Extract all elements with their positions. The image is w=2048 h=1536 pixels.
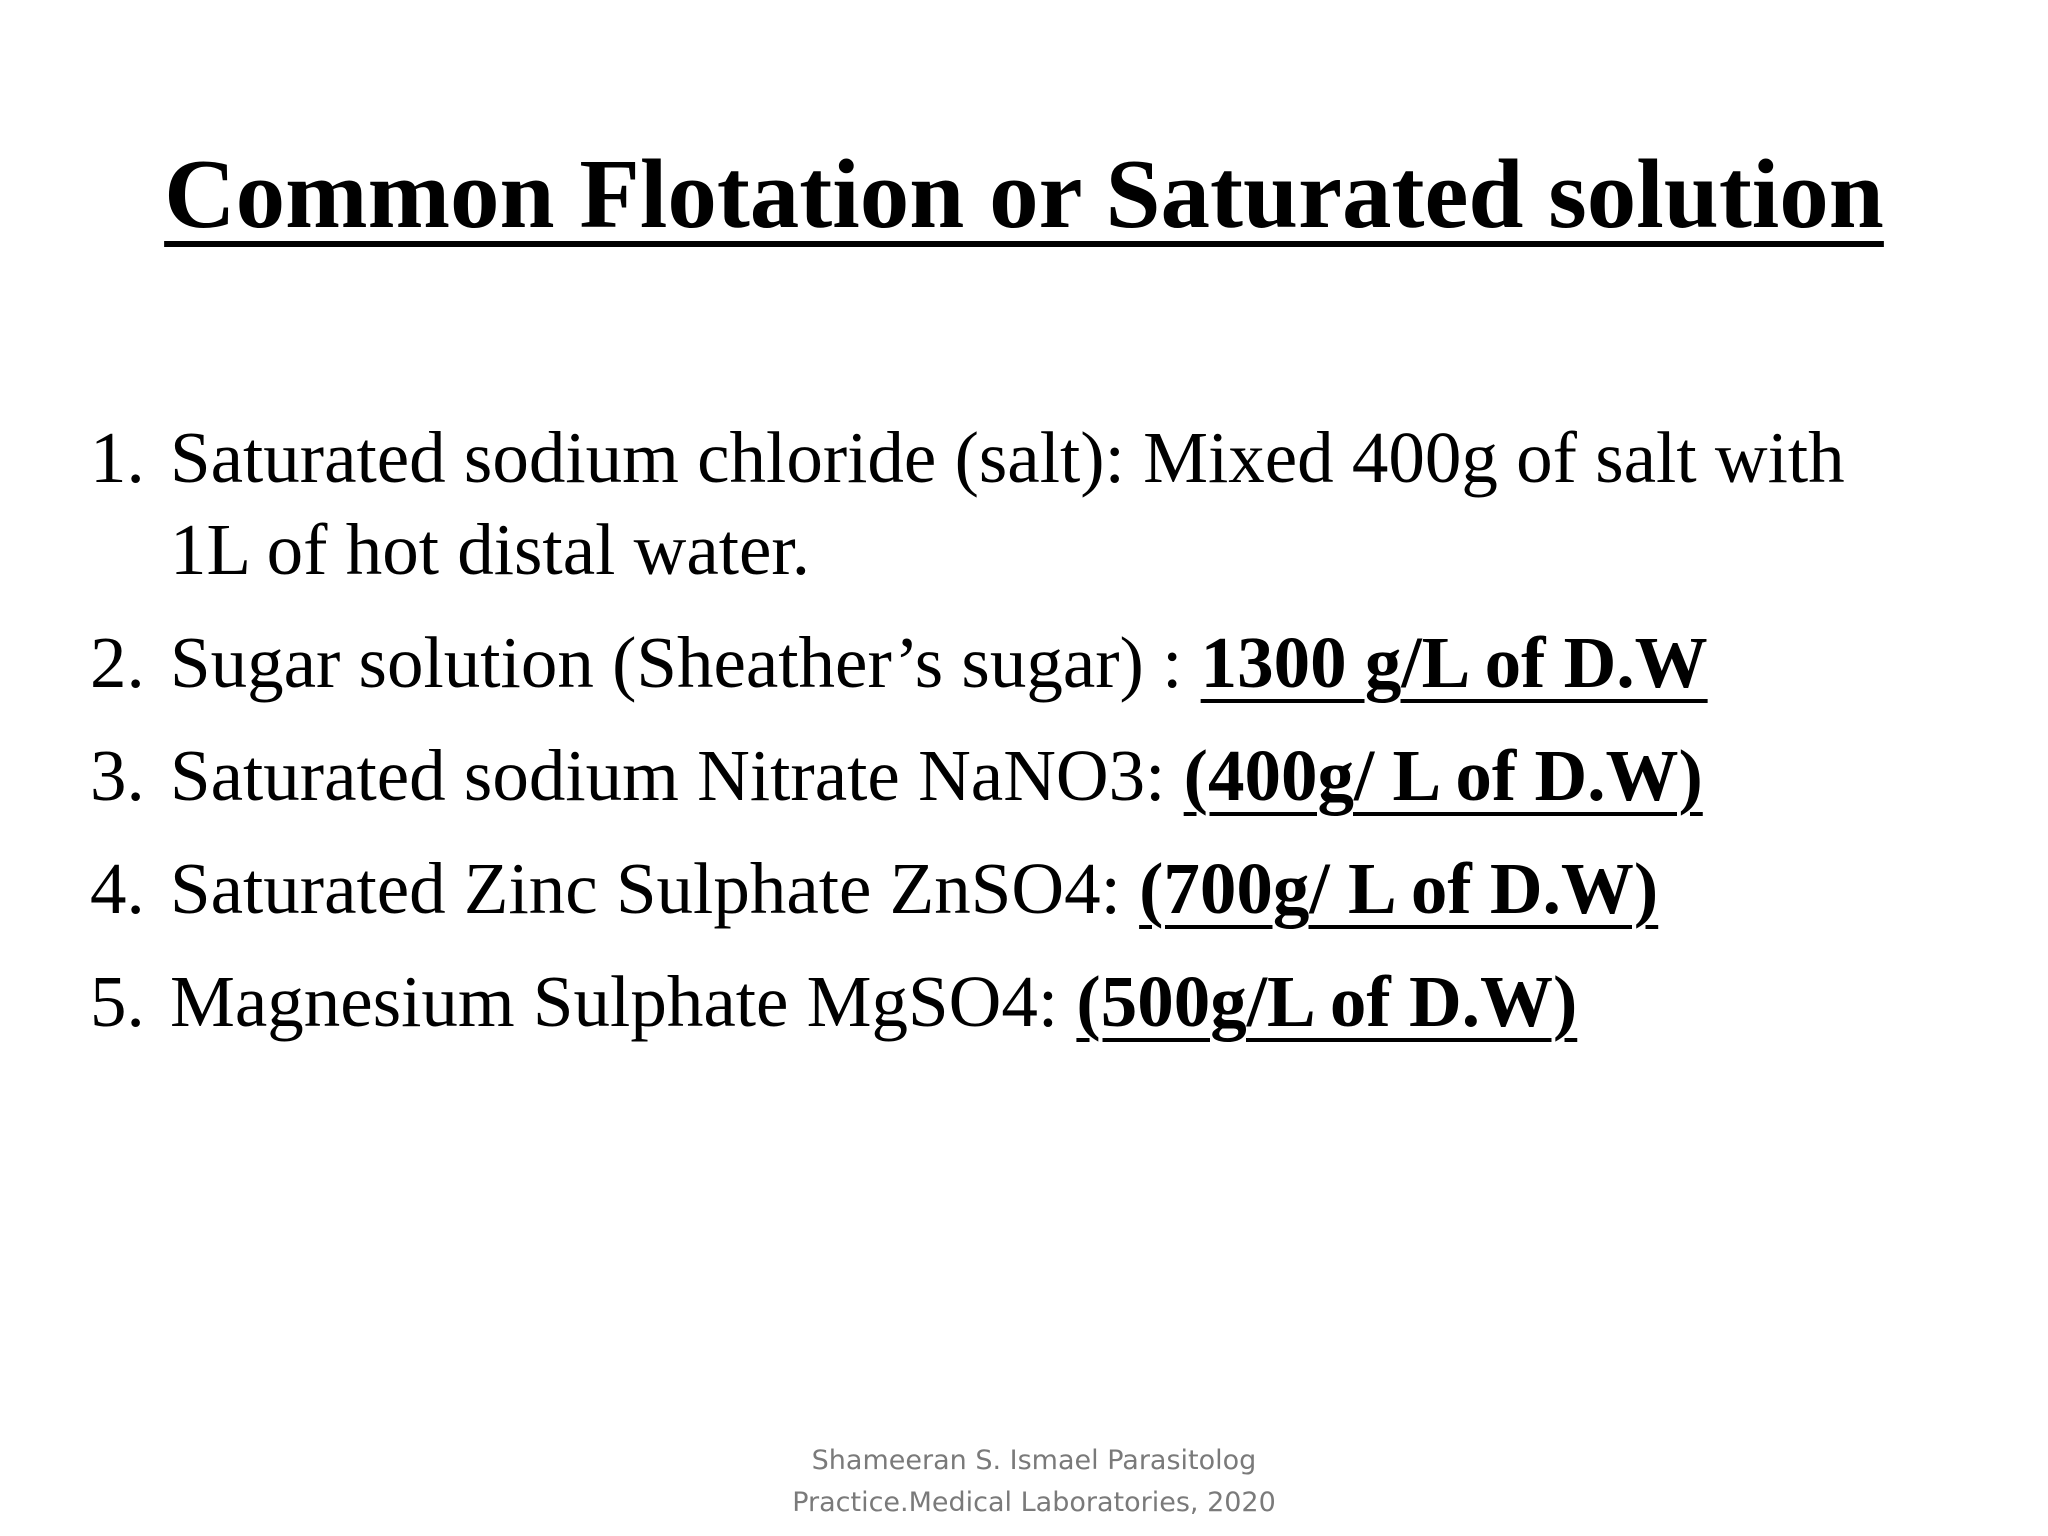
item-concentration: (500g/L of D.W) (1076, 961, 1578, 1042)
list-item (90, 412, 1880, 596)
item-text: Saturated Zinc Sulphate ZnSO4: (170, 848, 1140, 929)
item-number: 4. (90, 848, 145, 929)
footer-author: Shameeran S. Ismael Parasitolog (811, 1445, 1257, 1476)
list-item (90, 730, 1880, 822)
solution-list (90, 412, 1880, 1069)
item-text: Sugar solution (Sheather’s sugar) : (170, 622, 1201, 703)
slide-footer (0, 1440, 2048, 1524)
item-number: 2. (90, 622, 145, 703)
item-number: 5. (90, 961, 145, 1042)
list-item (90, 843, 1880, 935)
item-text: Saturated sodium Nitrate NaNO3: (170, 735, 1184, 816)
item-text: Saturated sodium chloride (salt): Mixed 400g of salt with 1L of hot distal water. (170, 417, 1845, 590)
item-number: 1. (90, 417, 145, 498)
item-number: 3. (90, 735, 145, 816)
item-concentration: (700g/ L of D.W) (1139, 848, 1659, 929)
list-item (90, 617, 1880, 709)
slide-title: Common Flotation or Saturated solution (164, 140, 1884, 249)
item-concentration: (400g/ L of D.W) (1183, 735, 1703, 816)
footer-course: Practice.Medical Laboratories, 2020 (792, 1487, 1276, 1518)
item-text: Magnesium Sulphate MgSO4: (170, 961, 1077, 1042)
item-concentration: 1300 g/L of D.W (1200, 622, 1708, 703)
list-item (90, 956, 1880, 1048)
